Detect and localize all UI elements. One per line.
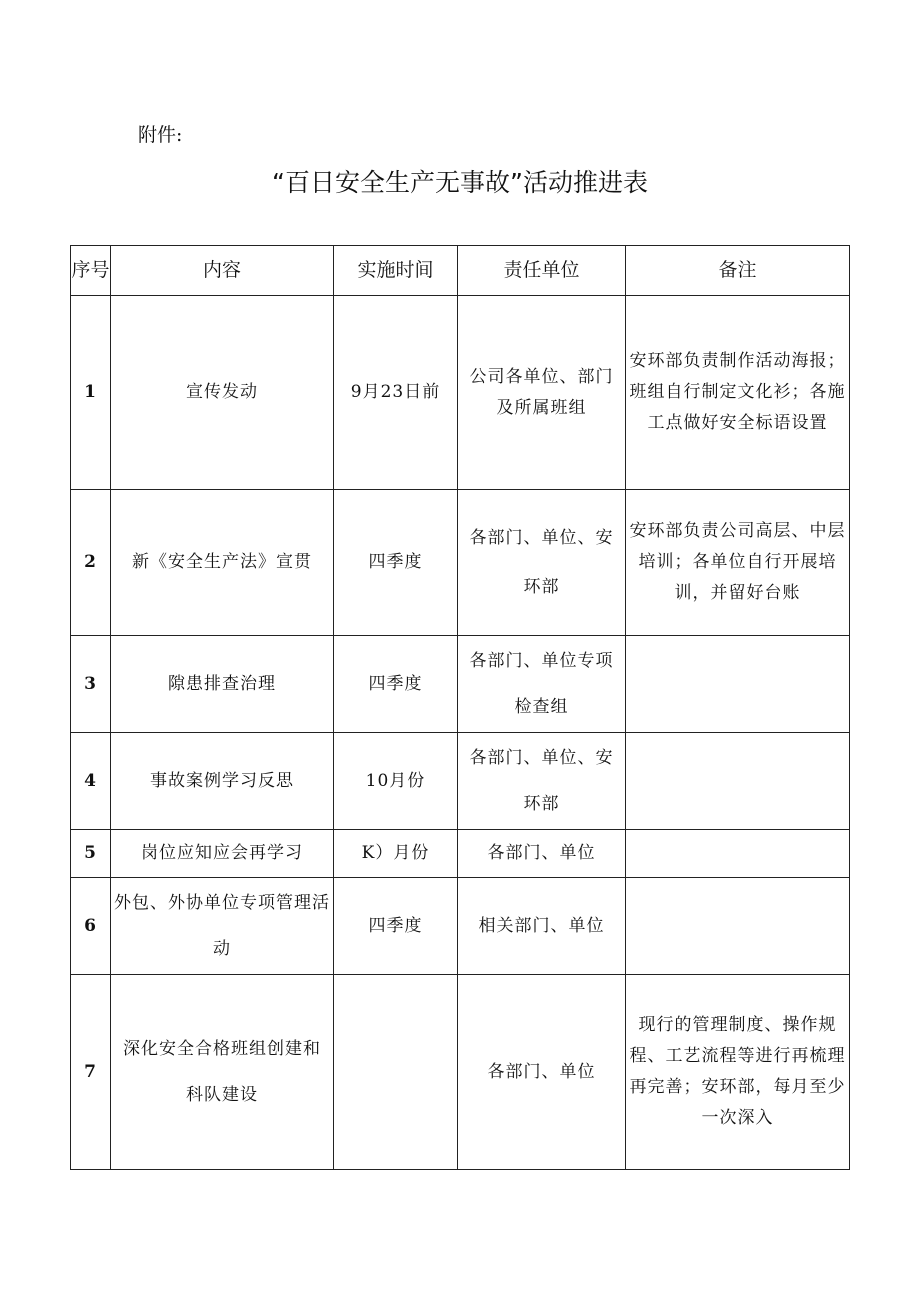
- attachment-label: 附件:: [138, 124, 183, 146]
- row-number: 7: [71, 975, 111, 1170]
- row-unit: 公司各单位、部门及所属班组: [458, 296, 626, 490]
- row-number: 4: [71, 733, 111, 830]
- row-note: 安环部负责公司高层、中层培训；各单位自行开展培训，并留好台账: [626, 490, 850, 636]
- row-number: 3: [71, 636, 111, 733]
- row-content: 新《安全生产法》宣贯: [111, 490, 334, 636]
- row-unit: 各部门、单位、安环部: [458, 733, 626, 830]
- activity-plan-table: [70, 245, 850, 1170]
- row-content: 隙患排查治理: [111, 636, 334, 733]
- row-unit: 各部门、单位专项检查组: [458, 636, 626, 733]
- row-time: 四季度: [334, 878, 458, 975]
- row-note: [626, 636, 850, 733]
- row-unit: 相关部门、单位: [458, 878, 626, 975]
- row-unit: 各部门、单位: [458, 975, 626, 1170]
- header-unit: 责任单位: [458, 246, 626, 296]
- row-note: 安环部负责制作活动海报；班组自行制定文化衫；各施工点做好安全标语设置: [626, 296, 850, 490]
- table-row: [71, 878, 850, 975]
- row-time: 四季度: [334, 636, 458, 733]
- table-row: [71, 490, 850, 636]
- row-content: 外包、外协单位专项管理活动: [111, 878, 334, 975]
- row-number: 6: [71, 878, 111, 975]
- row-time: 四季度: [334, 490, 458, 636]
- table-row: [71, 296, 850, 490]
- row-note: [626, 878, 850, 975]
- header-number: 序号: [71, 246, 111, 296]
- table-row: [71, 975, 850, 1170]
- row-number: 1: [71, 296, 111, 490]
- header-note: 备注: [626, 246, 850, 296]
- table-header-row: [71, 246, 850, 296]
- row-time: 10月份: [334, 733, 458, 830]
- row-note: 现行的管理制度、操作规程、工艺流程等进行再梳理再完善；安环部，每月至少一次深入: [626, 975, 850, 1170]
- row-content: 岗位应知应会再学习: [111, 830, 334, 878]
- document-title: “百日安全生产无事故”活动推进表: [272, 168, 648, 197]
- row-time: [334, 975, 458, 1170]
- table-row: [71, 636, 850, 733]
- table-row: [71, 733, 850, 830]
- row-unit: 各部门、单位: [458, 830, 626, 878]
- row-time: K）月份: [334, 830, 458, 878]
- header-content: 内容: [111, 246, 334, 296]
- row-number: 5: [71, 830, 111, 878]
- row-number: 2: [71, 490, 111, 636]
- row-note: [626, 733, 850, 830]
- row-content: 事故案例学习反思: [111, 733, 334, 830]
- row-note: [626, 830, 850, 878]
- table-row: [71, 830, 850, 878]
- header-time: 实施时间: [334, 246, 458, 296]
- row-content: 深化安全合格班组创建和科队建设: [111, 975, 334, 1170]
- row-unit: 各部门、单位、安环部: [458, 490, 626, 636]
- row-time: 9月23日前: [334, 296, 458, 490]
- row-content: 宣传发动: [111, 296, 334, 490]
